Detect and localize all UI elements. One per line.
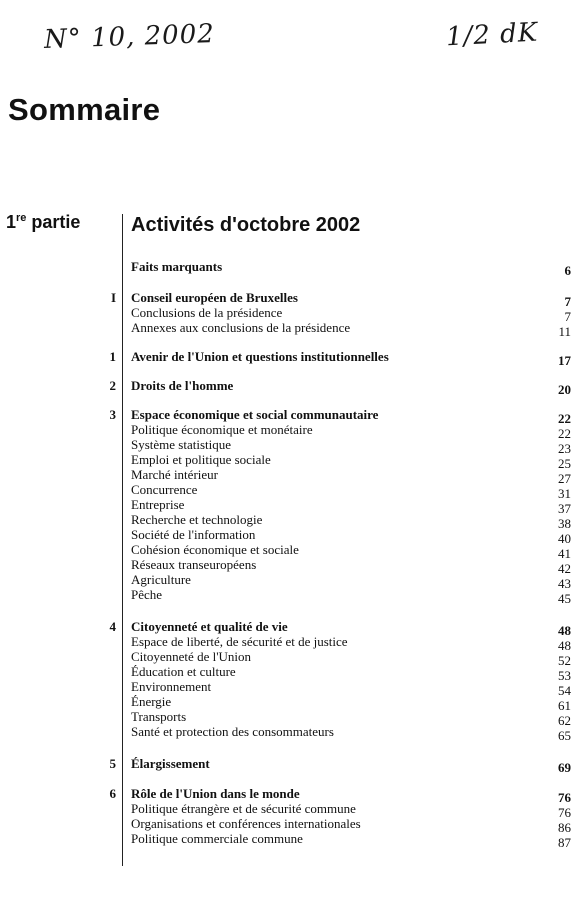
toc-entry <box>0 320 582 339</box>
part-word: partie <box>26 212 81 232</box>
toc-page-number: 65 <box>558 728 571 743</box>
toc-entry <box>0 467 582 486</box>
toc-entry-label: Faits marquants <box>131 259 223 274</box>
toc-page-number: 22 <box>558 411 571 426</box>
toc-page-number: 22 <box>558 426 571 441</box>
toc-entry-label: Concurrence <box>131 482 198 497</box>
toc-chapter-heading <box>0 290 582 309</box>
toc-chapter-number: 4 <box>109 619 116 634</box>
toc-page-number: 76 <box>558 790 571 805</box>
toc-entry-label: Citoyenneté et qualité de vie <box>131 619 288 634</box>
toc-entry-label: Cohésion économique et sociale <box>131 542 299 557</box>
toc-entry-label: Agriculture <box>131 572 191 587</box>
toc-entry-label: Politique commerciale commune <box>131 831 303 846</box>
toc-page-number: 31 <box>558 486 571 501</box>
toc-chapter-number: 1 <box>109 349 116 364</box>
toc-entry-label: Emploi et politique sociale <box>131 452 271 467</box>
toc-page-number: 6 <box>564 263 571 278</box>
toc-entry-label: Organisations et conférences internationales <box>131 816 361 831</box>
page-title: Sommaire <box>8 92 161 127</box>
toc-entry <box>0 801 582 820</box>
toc-entry-label: Politique étrangère et de sécurité commune <box>131 801 356 816</box>
toc-entry-label: Énergie <box>131 694 172 709</box>
toc-entry <box>0 694 582 713</box>
toc-entry-label: Recherche et technologie <box>131 512 263 527</box>
toc-page-number: 69 <box>558 760 571 775</box>
toc-entry-label: Éducation et culture <box>131 664 236 679</box>
toc-page-number: 42 <box>558 561 571 576</box>
toc-page-number: 11 <box>558 324 571 339</box>
toc-chapter <box>0 349 582 368</box>
toc-chapter-number: 2 <box>109 378 116 393</box>
toc-entry-label: Santé et protection des consommateurs <box>131 724 334 739</box>
toc-page-number: 17 <box>558 353 571 368</box>
part-ordinal-suffix: re <box>16 212 27 224</box>
handwritten-initials-note: 1/2 dK <box>445 17 539 53</box>
toc-chapter <box>0 786 582 850</box>
toc-chapter <box>0 290 582 339</box>
toc-entry <box>0 437 582 456</box>
toc-page-number: 20 <box>558 382 571 397</box>
toc-page-number: 76 <box>558 805 571 820</box>
toc-chapter <box>0 378 582 397</box>
toc-entry <box>0 512 582 531</box>
toc-chapter <box>0 259 582 278</box>
toc-entry <box>0 557 582 576</box>
toc-entry <box>0 527 582 546</box>
toc-chapter <box>0 619 582 743</box>
toc-entry-label: Espace de liberté, de sécurité et de justice <box>131 634 348 649</box>
toc-page-number: 48 <box>558 623 571 638</box>
section-title: Activités d'octobre 2002 <box>131 214 361 236</box>
toc-page-number: 25 <box>558 456 571 471</box>
toc-page-number: 43 <box>558 576 571 591</box>
toc-page-number: 54 <box>558 683 571 698</box>
toc-page-number: 38 <box>558 516 571 531</box>
toc-page-number: 87 <box>558 835 571 850</box>
toc-page-number: 48 <box>558 638 571 653</box>
toc-entry <box>0 679 582 698</box>
toc-entry <box>0 664 582 683</box>
toc-entry <box>0 452 582 471</box>
toc-entry-label: Conseil européen de Bruxelles <box>131 290 298 305</box>
toc-page-number: 37 <box>558 501 571 516</box>
toc-entry <box>0 422 582 441</box>
toc-chapter-number: 3 <box>109 407 116 422</box>
toc-page-number: 7 <box>564 294 571 309</box>
toc-entry-label: Réseaux transeuropéens <box>131 557 257 572</box>
toc-entry <box>0 709 582 728</box>
toc-entry <box>0 305 582 324</box>
toc-entry <box>0 572 582 591</box>
toc-page-number: 27 <box>558 471 571 486</box>
toc-page-number: 45 <box>558 591 571 606</box>
toc-entry-label: Système statistique <box>131 437 232 452</box>
handwritten-issue-note: N° 10, 2002 <box>43 19 216 55</box>
toc-page-number: 7 <box>564 309 571 324</box>
toc-entry-label: Élargissement <box>131 756 210 771</box>
toc-entry-label: Politique économique et monétaire <box>131 422 313 437</box>
toc-chapter-heading <box>0 378 582 397</box>
toc-entry-label: Espace économique et social communautaire <box>131 407 379 422</box>
toc-chapter-heading <box>0 756 582 775</box>
toc-chapter <box>0 407 582 606</box>
toc-page-number: 41 <box>558 546 571 561</box>
toc-entry-label: Rôle de l'Union dans le monde <box>131 786 300 801</box>
toc-page-number: 62 <box>558 713 571 728</box>
toc-entry <box>0 497 582 516</box>
toc-page-number: 61 <box>558 698 571 713</box>
toc-page-number: 86 <box>558 820 571 835</box>
toc-page-number: 53 <box>558 668 571 683</box>
toc-entry <box>0 831 582 850</box>
toc-entry <box>0 649 582 668</box>
toc-entry-label: Annexes aux conclusions de la présidence <box>131 320 351 335</box>
toc-entry-label: Conclusions de la présidence <box>131 305 283 320</box>
toc-chapter <box>0 756 582 775</box>
toc-chapter-number: 6 <box>109 786 116 801</box>
toc-entry-label: Environnement <box>131 679 212 694</box>
toc-entry-label: Marché intérieur <box>131 467 218 482</box>
toc-entry <box>0 542 582 561</box>
toc-chapter-heading <box>0 349 582 368</box>
toc-page-number: 40 <box>558 531 571 546</box>
toc-chapter-heading <box>0 619 582 638</box>
table-of-contents <box>0 259 582 850</box>
toc-entry-label: Pêche <box>131 587 163 602</box>
toc-page-number: 52 <box>558 653 571 668</box>
toc-chapter-heading <box>0 407 582 426</box>
toc-entry <box>0 482 582 501</box>
toc-entry <box>0 724 582 743</box>
toc-entry <box>0 816 582 835</box>
toc-chapter-number: I <box>110 290 116 305</box>
toc-chapter-heading <box>0 259 582 278</box>
toc-entry-label: Avenir de l'Union et questions institutionnelles <box>131 349 389 364</box>
toc-entry-label: Transports <box>131 709 187 724</box>
toc-page-number: 23 <box>558 441 571 456</box>
part-number: 1 <box>6 212 17 232</box>
toc-entry-label: Droits de l'homme <box>131 378 234 393</box>
toc-chapter-number: 5 <box>109 756 116 771</box>
toc-entry-label: Entreprise <box>131 497 185 512</box>
toc-entry <box>0 634 582 653</box>
toc-chapter-heading <box>0 786 582 805</box>
toc-entry-label: Citoyenneté de l'Union <box>131 649 252 664</box>
part-label <box>6 212 80 233</box>
toc-entry-label: Société de l'information <box>131 527 256 542</box>
toc-entry <box>0 587 582 606</box>
